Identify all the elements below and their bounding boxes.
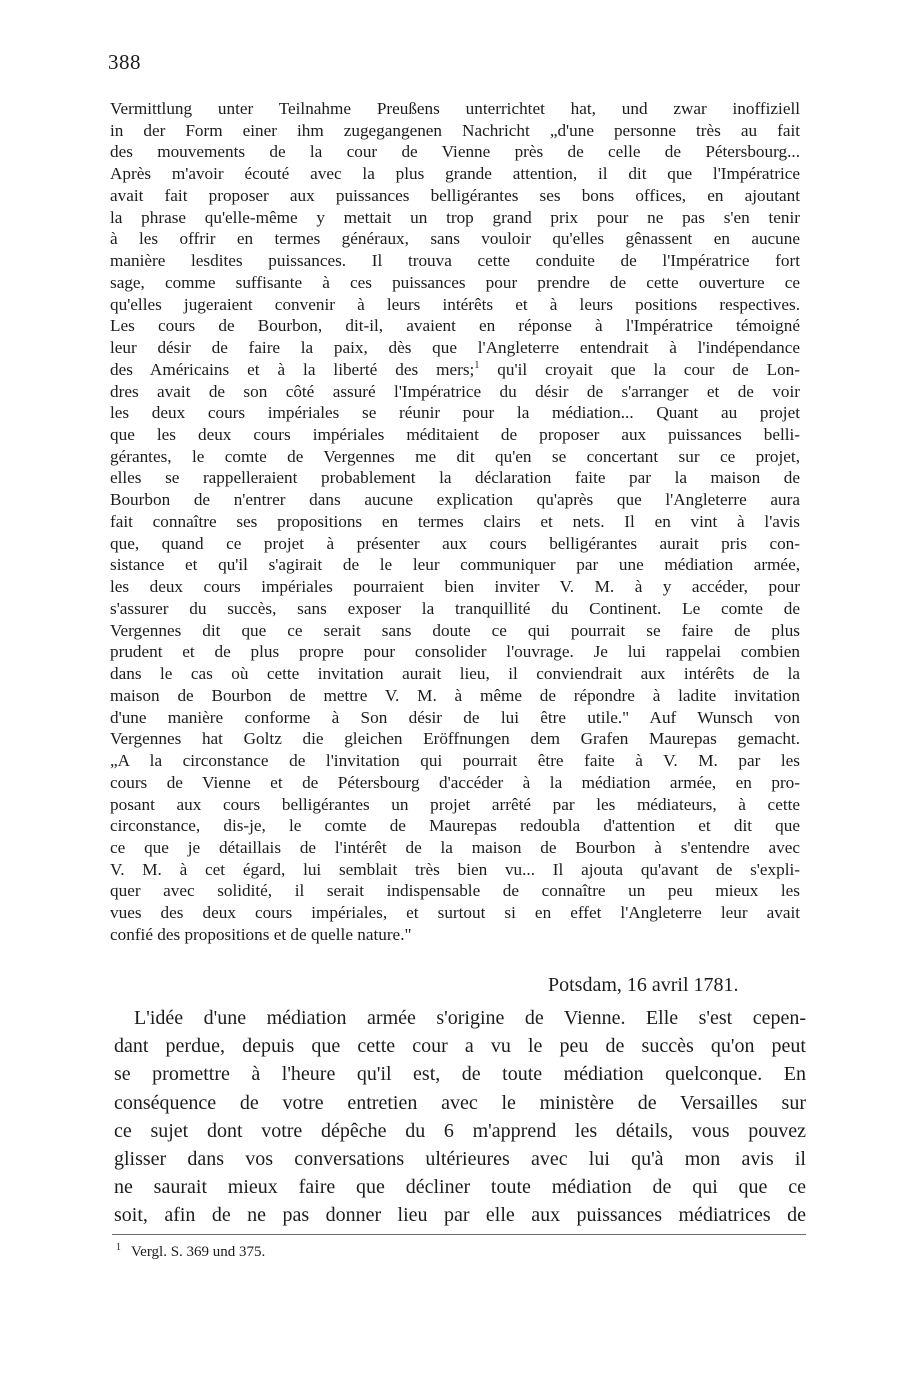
text-line: que, quand ce projet à présenter aux cours belligérantes aurait pris con- bbox=[110, 533, 800, 553]
text-line: elles se rappelleraient probablement la déclaration faite par la maison de bbox=[110, 468, 800, 488]
text-line: Bourbon de n'entrer dans aucune explication qu'après que l'Angleterre aura bbox=[110, 490, 800, 510]
text-line: d'une manière conforme à Son désir de lui être utile." Auf Wunsch von bbox=[110, 707, 800, 727]
text-line: soit, afin de ne pas donner lieu par elle aux puissances médiatrices de bbox=[114, 1204, 806, 1227]
page-number: 388 bbox=[108, 50, 141, 74]
footnote-mark: 1 bbox=[116, 1242, 121, 1253]
text-line: ce sujet dont votre dépêche du 6 m'apprend les détails, vous pouvez bbox=[114, 1119, 806, 1142]
text-line: fait connaître ses propositions en termes clairs et nets. Il en vint à l'avis bbox=[110, 511, 800, 531]
text-line: prudent et de plus propre pour consolider l'ouvrage. Je lui rappelai combien bbox=[110, 642, 800, 662]
text-line: conséquence de votre entretien avec le ministère de Versailles sur bbox=[114, 1091, 806, 1114]
footnote-reference: 1 bbox=[474, 359, 480, 371]
text-line-with-footnote-ref bbox=[110, 359, 800, 381]
text-line: maison de Bourbon de mettre V. M. à même de répondre à ladite invitation bbox=[110, 685, 800, 705]
text-line: dans le cas où cette invitation aurait lieu, il conviendrait aux intérêts de la bbox=[110, 664, 800, 684]
text-line: la phrase qu'elle-même y mettait un trop grand prix pour ne pas s'en tenir bbox=[110, 207, 800, 227]
text-segment: qu'il croyait que la cour de Lon- bbox=[479, 359, 801, 379]
text-line: V. M. à cet égard, lui semblait très bien vu... Il ajouta qu'avant de s'expli- bbox=[110, 859, 800, 879]
text-line: des mouvements de la cour de Vienne près de celle de Pétersbourg... bbox=[110, 142, 800, 162]
text-line: L'idée d'une médiation armée s'origine de Vienne. Elle s'est cepen- bbox=[134, 1007, 806, 1029]
text-line: Vermittlung unter Teilnahme Preußens unterrichtet hat, und zwar inoffiziell bbox=[110, 99, 800, 118]
text-line: sage, comme suffisante à ces puissances pour prendre de cette ouverture ce bbox=[110, 272, 800, 292]
text-line: glisser dans vos conversations ultérieures avec lui qu'à mon avis il bbox=[114, 1147, 806, 1170]
text-line: manière lesdites puissances. Il trouva cette conduite de l'Impératrice fort bbox=[110, 251, 800, 271]
text-line: circonstance, dis-je, le comte de Maurepas redoubla d'attention et dit que bbox=[110, 816, 800, 836]
text-line: dres avait de son côté assuré l'Impératrice du désir de s'arranger et de voir bbox=[110, 381, 800, 401]
text-line: Vergennes dit que ce serait sans doute ce qui pourrait se faire de plus bbox=[110, 620, 800, 640]
text-line: „A la circonstance de l'invitation qui pourrait être faite à V. M. par les bbox=[110, 751, 800, 771]
text-line: leur désir de faire la paix, dès que l'Angleterre entendrait à l'indépendance bbox=[110, 338, 800, 358]
text-line: confié des propositions et de quelle nature." bbox=[110, 924, 412, 944]
letter-body bbox=[114, 1004, 806, 1230]
text-line: Après m'avoir écouté avec la plus grande attention, il dit que l'Impératrice bbox=[110, 164, 800, 184]
text-line: Les cours de Bourbon, dit-il, avaient en réponse à l'Impératrice témoigné bbox=[110, 316, 800, 336]
text-line: quer avec solidité, il serait indispensable de connaître un peu mieux les bbox=[110, 881, 800, 901]
text-line: posant aux cours belligérantes un projet arrêté par les médiateurs, à cette bbox=[110, 794, 800, 814]
text-line: se promettre à l'heure qu'il est, de toute médiation quelconque. En bbox=[114, 1063, 806, 1086]
text-line: les deux cours impériales pourraient bien inviter V. M. à y accéder, pour bbox=[110, 577, 800, 597]
text-line: cours de Vienne et de Pétersbourg d'accéder à la médiation armée, en pro- bbox=[110, 772, 800, 792]
text-line: ce que je détaillais de l'intérêt de la maison de Bourbon à s'entendre avec bbox=[110, 837, 800, 857]
footnote bbox=[116, 1242, 265, 1261]
footnote-text: Vergl. S. 369 und 375. bbox=[131, 1244, 266, 1260]
text-line: vues des deux cours impériales, et surtout si en effet l'Angleterre leur avait bbox=[110, 903, 800, 923]
text-line: qu'elles jugeraient convenir à leurs intérêts et à leurs positions respectives. bbox=[110, 294, 800, 314]
text-line: à les offrir en termes généraux, sans vouloir qu'elles gênassent en aucune bbox=[110, 229, 800, 249]
quoted-report-block bbox=[110, 98, 800, 946]
text-line: s'assurer du succès, sans exposer la tranquillité du Continent. Le comte de bbox=[110, 598, 800, 618]
letter-dateline: Potsdam, 16 avril 1781. bbox=[548, 974, 739, 996]
text-line: in der Form einer ihm zugegangenen Nachricht „d'une personne très au fait bbox=[110, 120, 800, 140]
text-line: gérantes, le comte de Vergennes me dit qu'en se concertant sur ce projet, bbox=[110, 446, 800, 466]
text-line: que les deux cours impériales méditaient de proposer aux puissances belli- bbox=[110, 425, 800, 445]
text-line: ne saurait mieux faire que décliner toute médiation de qui que ce bbox=[114, 1176, 806, 1199]
footnote-divider bbox=[112, 1234, 806, 1235]
text-line: sistance et qu'il s'agirait de le leur communiquer par une médiation armée, bbox=[110, 555, 800, 575]
text-segment: des Américains et à la liberté des mers; bbox=[110, 359, 475, 379]
text-line: dant perdue, depuis que cette cour a vu le peu de succès qu'on peut bbox=[114, 1035, 806, 1058]
text-line: les deux cours impériales se réunir pour la médiation... Quant au projet bbox=[110, 403, 800, 423]
text-line: Vergennes hat Goltz die gleichen Eröffnungen dem Grafen Maurepas gemacht. bbox=[110, 729, 800, 749]
text-line: avait fait proposer aux puissances belligérantes ses bons offices, en ajoutant bbox=[110, 185, 800, 205]
